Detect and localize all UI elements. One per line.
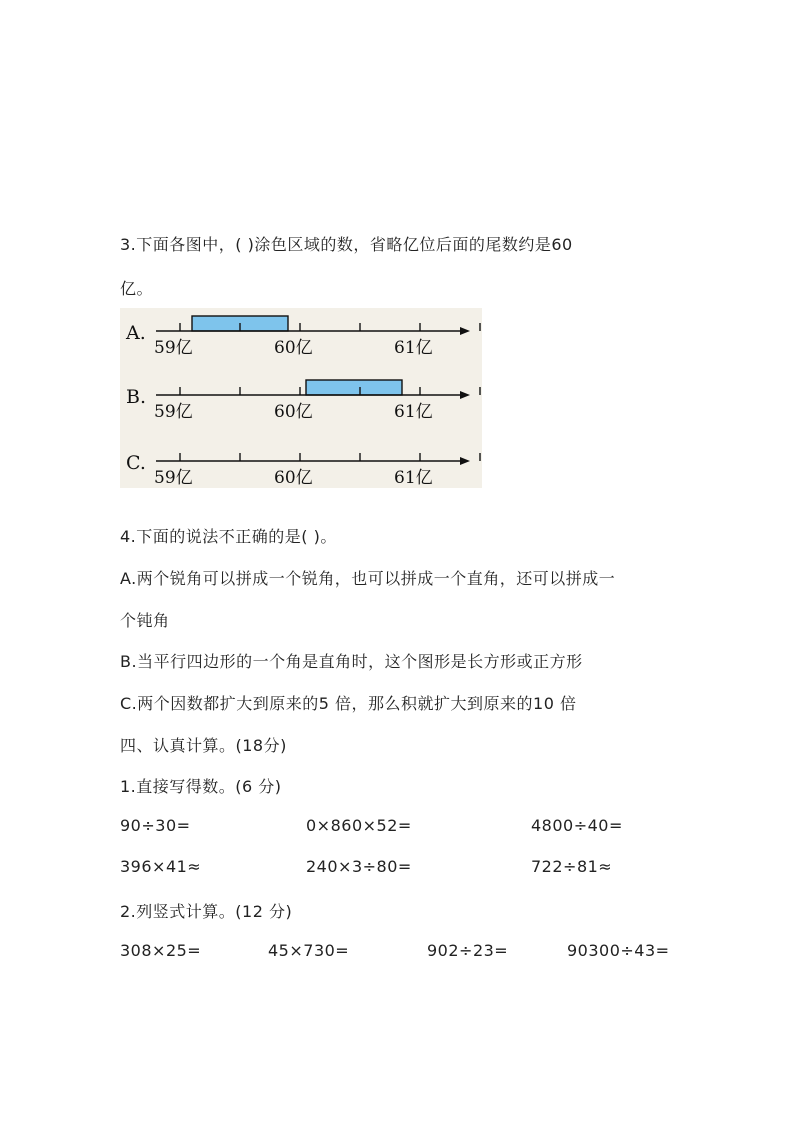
question-4-option-c: C.两个因数都扩大到原来的5 倍，那么积就扩大到原来的10 倍 [120,694,577,713]
vertical-calc-item-4: 90300÷43= [567,941,670,960]
question-4-option-a-line-2: 个钝角 [120,611,170,630]
option-letter: A. [126,322,146,344]
number-line-svg [120,308,482,488]
tick-label: 60亿 [274,338,313,358]
tick-label: 60亿 [274,402,313,422]
question-4-stem: 4.下面的说法不正确的是( )。 [120,527,337,546]
question-4-option-b: B.当平行四边形的一个角是直角时，这个图形是长方形或正方形 [120,652,583,671]
option-letter: B. [126,386,147,408]
shaded-region [306,380,402,395]
tick-label: 59亿 [154,338,193,358]
vertical-calc-item-2: 45×730= [268,941,350,960]
section-4-title: 四、认真计算。(18分) [120,736,287,755]
question-3-line-2: 亿。 [120,279,154,298]
tick-label: 60亿 [274,468,313,488]
tick-label: 59亿 [154,468,193,488]
calc-item-3: 4800÷40= [531,816,623,835]
tick-label: 61亿 [394,338,433,358]
tick-label: 59亿 [154,402,193,422]
vertical-calc-item-1: 308×25= [120,941,202,960]
option-letter: C. [126,452,146,474]
tick-label: 61亿 [394,402,433,422]
tick-label: 61亿 [394,468,433,488]
calc-item-4: 396×41≈ [120,857,202,876]
part-1-title: 1.直接写得数。(6 分) [120,777,282,796]
calc-item-6: 722÷81≈ [531,857,613,876]
question-3-line-1: 3.下面各图中，( )涂色区域的数，省略亿位后面的尾数约是60 [120,235,573,254]
calc-item-2: 0×860×52= [306,816,412,835]
number-line-figure [120,308,482,488]
calc-item-5: 240×3÷80= [306,857,412,876]
calc-item-1: 90÷30= [120,816,191,835]
question-4-option-a-line-1: A.两个锐角可以拼成一个锐角，也可以拼成一个直角，还可以拼成一 [120,569,616,588]
vertical-calc-item-3: 902÷23= [427,941,509,960]
part-2-title: 2.列竖式计算。(12 分) [120,902,293,921]
